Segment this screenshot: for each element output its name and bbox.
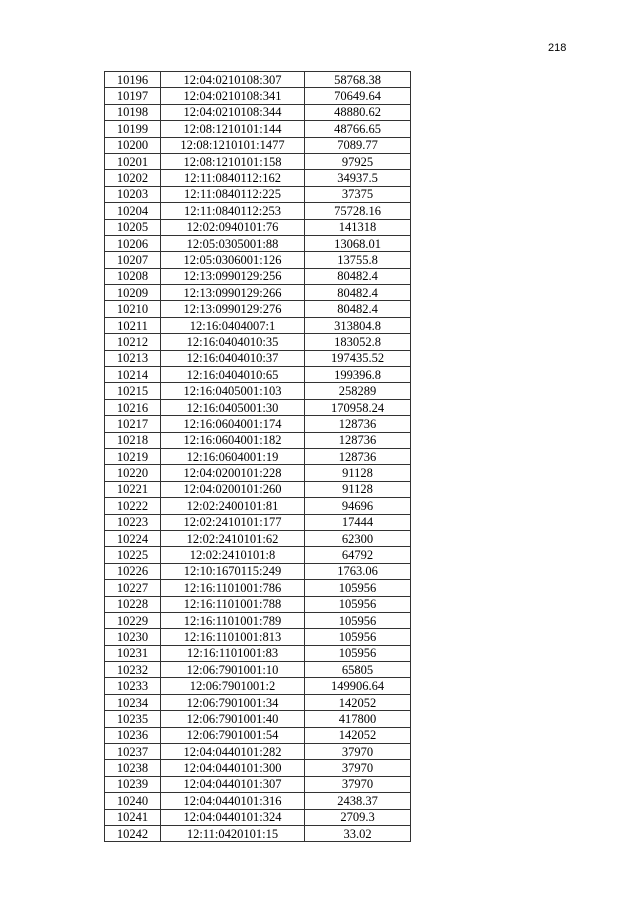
table-row (105, 793, 411, 809)
row-number-cell: 10199 (105, 121, 161, 137)
cadastral-number-cell: 12:04:0210108:341 (161, 88, 305, 104)
cadastral-number-cell: 12:16:0404010:35 (161, 334, 305, 350)
value-cell: 58768.38 (305, 72, 411, 88)
row-number-cell: 10236 (105, 727, 161, 743)
cadastral-number-cell: 12:06:7901001:40 (161, 711, 305, 727)
row-number-cell: 10230 (105, 629, 161, 645)
table-row (105, 662, 411, 678)
cadastral-number-cell: 12:16:1101001:83 (161, 645, 305, 661)
value-cell: 33.02 (305, 825, 411, 841)
value-cell: 105956 (305, 629, 411, 645)
row-number-cell: 10212 (105, 334, 161, 350)
data-table (104, 71, 411, 842)
table-row (105, 498, 411, 514)
value-cell: 417800 (305, 711, 411, 727)
row-number-cell: 10204 (105, 203, 161, 219)
row-number-cell: 10239 (105, 776, 161, 792)
cadastral-number-cell: 12:13:0990129:266 (161, 285, 305, 301)
value-cell: 75728.16 (305, 203, 411, 219)
cadastral-number-cell: 12:16:0405001:30 (161, 399, 305, 415)
table-row (105, 514, 411, 530)
table-row (105, 399, 411, 415)
row-number-cell: 10203 (105, 186, 161, 202)
cadastral-number-cell: 12:11:0840112:225 (161, 186, 305, 202)
row-number-cell: 10218 (105, 432, 161, 448)
row-number-cell: 10198 (105, 104, 161, 120)
value-cell: 13755.8 (305, 252, 411, 268)
value-cell: 183052.8 (305, 334, 411, 350)
cadastral-number-cell: 12:13:0990129:256 (161, 268, 305, 284)
cadastral-number-cell: 12:08:1210101:158 (161, 153, 305, 169)
row-number-cell: 10241 (105, 809, 161, 825)
table-row (105, 727, 411, 743)
value-cell: 313804.8 (305, 317, 411, 333)
value-cell: 70649.64 (305, 88, 411, 104)
table-row (105, 744, 411, 760)
value-cell: 105956 (305, 612, 411, 628)
cadastral-number-cell: 12:08:1210101:144 (161, 121, 305, 137)
cadastral-number-cell: 12:16:0604001:182 (161, 432, 305, 448)
value-cell: 149906.64 (305, 678, 411, 694)
row-number-cell: 10217 (105, 416, 161, 432)
cadastral-number-cell: 12:11:0420101:15 (161, 825, 305, 841)
value-cell: 199396.8 (305, 367, 411, 383)
cadastral-number-cell: 12:04:0440101:307 (161, 776, 305, 792)
cadastral-number-cell: 12:06:7901001:34 (161, 694, 305, 710)
value-cell: 62300 (305, 530, 411, 546)
value-cell: 105956 (305, 645, 411, 661)
value-cell: 2709.3 (305, 809, 411, 825)
value-cell: 141318 (305, 219, 411, 235)
value-cell: 13068.01 (305, 235, 411, 251)
table-row (105, 121, 411, 137)
value-cell: 48766.65 (305, 121, 411, 137)
table-row (105, 776, 411, 792)
table-row (105, 383, 411, 399)
cadastral-number-cell: 12:16:1101001:789 (161, 612, 305, 628)
table-row (105, 285, 411, 301)
row-number-cell: 10205 (105, 219, 161, 235)
row-number-cell: 10214 (105, 367, 161, 383)
table-row (105, 432, 411, 448)
cadastral-number-cell: 12:11:0840112:162 (161, 170, 305, 186)
value-cell: 80482.4 (305, 285, 411, 301)
table-row (105, 711, 411, 727)
value-cell: 65805 (305, 662, 411, 678)
row-number-cell: 10229 (105, 612, 161, 628)
row-number-cell: 10238 (105, 760, 161, 776)
value-cell: 128736 (305, 448, 411, 464)
value-cell: 80482.4 (305, 301, 411, 317)
cadastral-number-cell: 12:13:0990129:276 (161, 301, 305, 317)
table-row (105, 760, 411, 776)
row-number-cell: 10200 (105, 137, 161, 153)
value-cell: 170958.24 (305, 399, 411, 415)
row-number-cell: 10221 (105, 481, 161, 497)
table-row (105, 88, 411, 104)
row-number-cell: 10231 (105, 645, 161, 661)
row-number-cell: 10209 (105, 285, 161, 301)
cadastral-number-cell: 12:16:0404010:65 (161, 367, 305, 383)
table-row (105, 694, 411, 710)
cadastral-number-cell: 12:02:2410101:177 (161, 514, 305, 530)
row-number-cell: 10207 (105, 252, 161, 268)
row-number-cell: 10223 (105, 514, 161, 530)
cadastral-number-cell: 12:16:0604001:19 (161, 448, 305, 464)
value-cell: 1763.06 (305, 563, 411, 579)
row-number-cell: 10227 (105, 580, 161, 596)
row-number-cell: 10237 (105, 744, 161, 760)
row-number-cell: 10202 (105, 170, 161, 186)
value-cell: 142052 (305, 727, 411, 743)
value-cell: 91128 (305, 481, 411, 497)
value-cell: 37970 (305, 760, 411, 776)
value-cell: 197435.52 (305, 350, 411, 366)
cadastral-number-cell: 12:08:1210101:1477 (161, 137, 305, 153)
page-number: 218 (548, 42, 567, 54)
cadastral-number-cell: 12:16:0404007:1 (161, 317, 305, 333)
table-body (105, 72, 411, 842)
row-number-cell: 10228 (105, 596, 161, 612)
value-cell: 37970 (305, 744, 411, 760)
row-number-cell: 10210 (105, 301, 161, 317)
cadastral-number-cell: 12:04:0200101:260 (161, 481, 305, 497)
cadastral-number-cell: 12:16:1101001:788 (161, 596, 305, 612)
row-number-cell: 10206 (105, 235, 161, 251)
table-row (105, 170, 411, 186)
row-number-cell: 10222 (105, 498, 161, 514)
cadastral-number-cell: 12:11:0840112:253 (161, 203, 305, 219)
table-row (105, 448, 411, 464)
row-number-cell: 10233 (105, 678, 161, 694)
row-number-cell: 10208 (105, 268, 161, 284)
value-cell: 17444 (305, 514, 411, 530)
table-row (105, 612, 411, 628)
row-number-cell: 10226 (105, 563, 161, 579)
table-row (105, 367, 411, 383)
row-number-cell: 10201 (105, 153, 161, 169)
table-row (105, 530, 411, 546)
value-cell: 142052 (305, 694, 411, 710)
table-row (105, 825, 411, 841)
cadastral-number-cell: 12:04:0440101:324 (161, 809, 305, 825)
table-row (105, 72, 411, 88)
table-row (105, 596, 411, 612)
table-row (105, 317, 411, 333)
cadastral-number-cell: 12:10:1670115:249 (161, 563, 305, 579)
cadastral-number-cell: 12:04:0210108:344 (161, 104, 305, 120)
cadastral-number-cell: 12:06:7901001:54 (161, 727, 305, 743)
table-row (105, 547, 411, 563)
table-row (105, 252, 411, 268)
cadastral-number-cell: 12:04:0440101:300 (161, 760, 305, 776)
table-row (105, 465, 411, 481)
cadastral-number-cell: 12:04:0440101:316 (161, 793, 305, 809)
row-number-cell: 10235 (105, 711, 161, 727)
value-cell: 105956 (305, 580, 411, 596)
row-number-cell: 10220 (105, 465, 161, 481)
table-row (105, 203, 411, 219)
value-cell: 258289 (305, 383, 411, 399)
table-row (105, 301, 411, 317)
row-number-cell: 10225 (105, 547, 161, 563)
table-row (105, 104, 411, 120)
value-cell: 97925 (305, 153, 411, 169)
value-cell: 128736 (305, 416, 411, 432)
table-row (105, 186, 411, 202)
value-cell: 80482.4 (305, 268, 411, 284)
cadastral-number-cell: 12:02:2410101:8 (161, 547, 305, 563)
table-row (105, 137, 411, 153)
value-cell: 128736 (305, 432, 411, 448)
value-cell: 48880.62 (305, 104, 411, 120)
cadastral-number-cell: 12:04:0200101:228 (161, 465, 305, 481)
row-number-cell: 10197 (105, 88, 161, 104)
row-number-cell: 10232 (105, 662, 161, 678)
cadastral-number-cell: 12:02:0940101:76 (161, 219, 305, 235)
table-row (105, 235, 411, 251)
row-number-cell: 10211 (105, 317, 161, 333)
table-row (105, 481, 411, 497)
cadastral-number-cell: 12:16:1101001:813 (161, 629, 305, 645)
table-row (105, 268, 411, 284)
row-number-cell: 10240 (105, 793, 161, 809)
table-row (105, 350, 411, 366)
cadastral-number-cell: 12:05:0306001:126 (161, 252, 305, 268)
table-row (105, 809, 411, 825)
row-number-cell: 10219 (105, 448, 161, 464)
cadastral-number-cell: 12:02:2400101:81 (161, 498, 305, 514)
value-cell: 94696 (305, 498, 411, 514)
value-cell: 37970 (305, 776, 411, 792)
table-row (105, 678, 411, 694)
row-number-cell: 10213 (105, 350, 161, 366)
cadastral-number-cell: 12:06:7901001:10 (161, 662, 305, 678)
value-cell: 105956 (305, 596, 411, 612)
value-cell: 64792 (305, 547, 411, 563)
table-row (105, 645, 411, 661)
cadastral-number-cell: 12:04:0440101:282 (161, 744, 305, 760)
table-row (105, 153, 411, 169)
table-row (105, 629, 411, 645)
row-number-cell: 10234 (105, 694, 161, 710)
table-row (105, 334, 411, 350)
value-cell: 7089.77 (305, 137, 411, 153)
cadastral-number-cell: 12:16:0604001:174 (161, 416, 305, 432)
value-cell: 2438.37 (305, 793, 411, 809)
table-row (105, 416, 411, 432)
row-number-cell: 10215 (105, 383, 161, 399)
value-cell: 34937.5 (305, 170, 411, 186)
cadastral-number-cell: 12:04:0210108:307 (161, 72, 305, 88)
value-cell: 91128 (305, 465, 411, 481)
cadastral-number-cell: 12:16:1101001:786 (161, 580, 305, 596)
table-row (105, 219, 411, 235)
cadastral-number-cell: 12:16:0404010:37 (161, 350, 305, 366)
cadastral-number-cell: 12:16:0405001:103 (161, 383, 305, 399)
table-row (105, 563, 411, 579)
row-number-cell: 10196 (105, 72, 161, 88)
table-row (105, 580, 411, 596)
row-number-cell: 10224 (105, 530, 161, 546)
row-number-cell: 10216 (105, 399, 161, 415)
cadastral-number-cell: 12:05:0305001:88 (161, 235, 305, 251)
row-number-cell: 10242 (105, 825, 161, 841)
cadastral-number-cell: 12:02:2410101:62 (161, 530, 305, 546)
value-cell: 37375 (305, 186, 411, 202)
cadastral-number-cell: 12:06:7901001:2 (161, 678, 305, 694)
